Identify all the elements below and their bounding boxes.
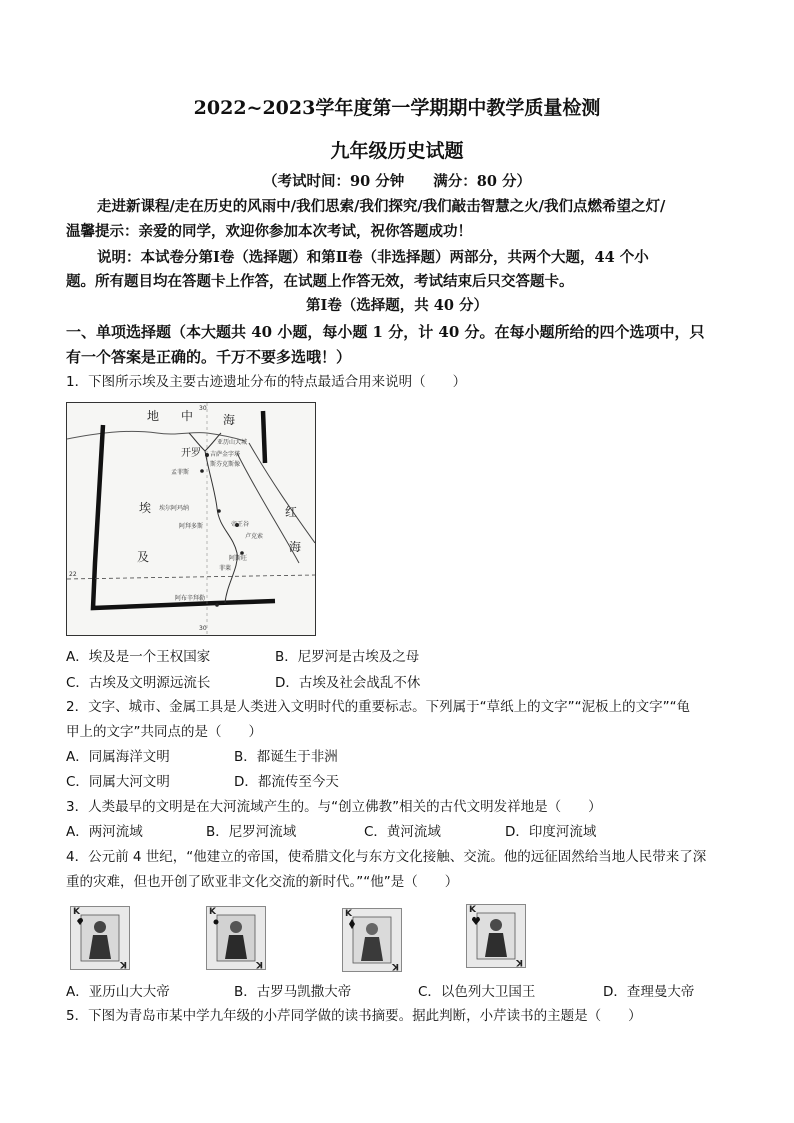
map-tick-lat: 22 xyxy=(69,571,77,578)
playing-card-club-king xyxy=(206,906,266,970)
map-site-6: 阿拜多斯 xyxy=(179,523,204,530)
card-rank: K xyxy=(345,909,352,919)
question-2-option-b: B．都诞生于非洲 xyxy=(234,749,338,765)
question-4-option-a: A．亚历山大大帝 xyxy=(66,984,170,1000)
question-1-option-b: B．尼罗河是古埃及之母 xyxy=(275,649,420,665)
map-site-8: 帝王谷 xyxy=(231,521,250,528)
question-2-option-d: D．都流传至今天 xyxy=(234,774,339,790)
map-label-egypt-1: 埃 xyxy=(139,501,152,515)
question-2-option-c: C．同属大河文明 xyxy=(66,774,170,790)
question-1-option-c: C．古埃及文明源远流长 xyxy=(66,675,211,691)
question-4-option-c: C．以色列大卫国王 xyxy=(418,984,536,1000)
playing-card-diamond-king xyxy=(342,908,402,972)
map-label-sea-2: 中 xyxy=(181,409,194,423)
card-rank-bottom: K xyxy=(516,957,523,967)
section-heading: 第Ⅰ卷（选择题，共 40 分） xyxy=(305,297,489,314)
playing-card-heart-king xyxy=(466,904,526,968)
card-rank: K xyxy=(209,907,216,917)
question-1-stem: 1．下图所示埃及主要古迹遗址分布的特点最适合用来说明（ ） xyxy=(66,374,467,390)
card-rank: K xyxy=(469,905,476,915)
section-instruction-1: 一、单项选择题（本大题共 40 小题，每小题 1 分，计 40 分。在每小题所给的四个选项中，只 xyxy=(66,323,705,341)
intro-line-4: 题。所有题目均在答题卡上作答，在试题上作答无效，考试结束后只交答题卡。 xyxy=(66,273,574,290)
map-label-red-2: 海 xyxy=(289,540,302,554)
question-2-stem-2: 甲上的文字”共同点的是（ ） xyxy=(66,724,262,740)
map-site-5: 埃尔阿玛纳 xyxy=(159,505,190,512)
question-1-option-d: D．古埃及社会战乱不休 xyxy=(275,675,421,691)
question-4-stem-1: 4．公元前 4 世纪，“他建立的帝国，使希腊文化与东方文化接触、交流。他的远征固然给当地人民带来了深 xyxy=(66,849,707,865)
question-2-option-a: A．同属海洋文明 xyxy=(66,749,170,765)
map-site-11: 阿布辛拜勒 xyxy=(175,595,206,602)
egypt-map xyxy=(66,402,316,636)
question-1-option-a: A．埃及是一个王权国家 xyxy=(66,649,211,665)
card-rank-bottom: K xyxy=(120,959,127,969)
card-rank: K xyxy=(73,907,80,917)
map-site-10: 菲莱 xyxy=(219,565,232,572)
exam-info: （考试时间：90 分钟 满分：80 分） xyxy=(263,173,531,190)
question-3-option-d: D．印度河流域 xyxy=(505,824,597,840)
map-site-4: 孟菲斯 xyxy=(171,469,190,476)
exam-title: 2022~2023学年度第一学期期中教学质量检测 xyxy=(193,97,601,119)
map-label-cairo: 开罗 xyxy=(181,448,201,459)
map-label-red-1: 红 xyxy=(285,505,298,519)
question-3-stem: 3．人类最早的文明是在大河流域产生的。与“创立佛教”相关的古代文明发祥地是（ ） xyxy=(66,799,602,815)
question-2-stem-1: 2．文字、城市、金属工具是人类进入文明时代的重要标志。下列属于“草纸上的文字”“泥板上的文字”“龟 xyxy=(66,699,691,715)
intro-line-2: 温馨提示：亲爱的同学，欢迎你参加本次考试，祝你答题成功！ xyxy=(66,223,472,240)
map-tick-bottom: 30 xyxy=(199,625,207,632)
intro-line-3: 说明：本试卷分第Ⅰ卷（选择题）和第Ⅱ卷（非选择题）两部分，共两个大题，44 个小 xyxy=(97,249,649,266)
map-label-sea-3: 海 xyxy=(223,413,236,427)
map-site-7: 卢克索 xyxy=(245,533,264,540)
map-site-2: 吉萨金字塔 xyxy=(210,451,241,458)
card-rank-bottom: K xyxy=(392,961,399,971)
question-5-stem: 5．下图为青岛市某中学九年级的小芹同学做的读书摘要。据此判断，小芹读书的主题是（ ） xyxy=(66,1008,642,1024)
question-3-option-b: B．尼罗河流域 xyxy=(206,824,297,840)
map-site-9: 阿斯旺 xyxy=(229,555,248,562)
map-tick-top: 30 xyxy=(199,405,207,412)
map-site-3: 斯芬克斯像 xyxy=(210,461,241,468)
question-4-option-b: B．古罗马凯撒大帝 xyxy=(234,984,352,1000)
map-site-1: 亚历山大城 xyxy=(217,439,248,446)
question-4-option-d: D．查理曼大帝 xyxy=(603,984,695,1000)
map-label-egypt-2: 及 xyxy=(137,550,150,564)
question-3-option-c: C．黄河流域 xyxy=(364,824,441,840)
intro-line-1: 走进新课程/走在历史的风雨中/我们思索/我们探究/我们敲击智慧之火/我们点燃希望之灯/ xyxy=(97,198,666,215)
map-label-sea-1: 地 xyxy=(147,409,160,423)
question-4-stem-2: 重的灾难，但也开创了欧亚非文化交流的新时代。”“他”是（ ） xyxy=(66,874,459,890)
playing-card-spade-king xyxy=(70,906,130,970)
section-instruction-2: 有一个答案是正确的。千万不要多选哦！） xyxy=(66,348,352,366)
exam-subtitle: 九年级历史试题 xyxy=(330,140,464,162)
card-rank-bottom: K xyxy=(256,959,263,969)
question-3-option-a: A．两河流域 xyxy=(66,824,143,840)
